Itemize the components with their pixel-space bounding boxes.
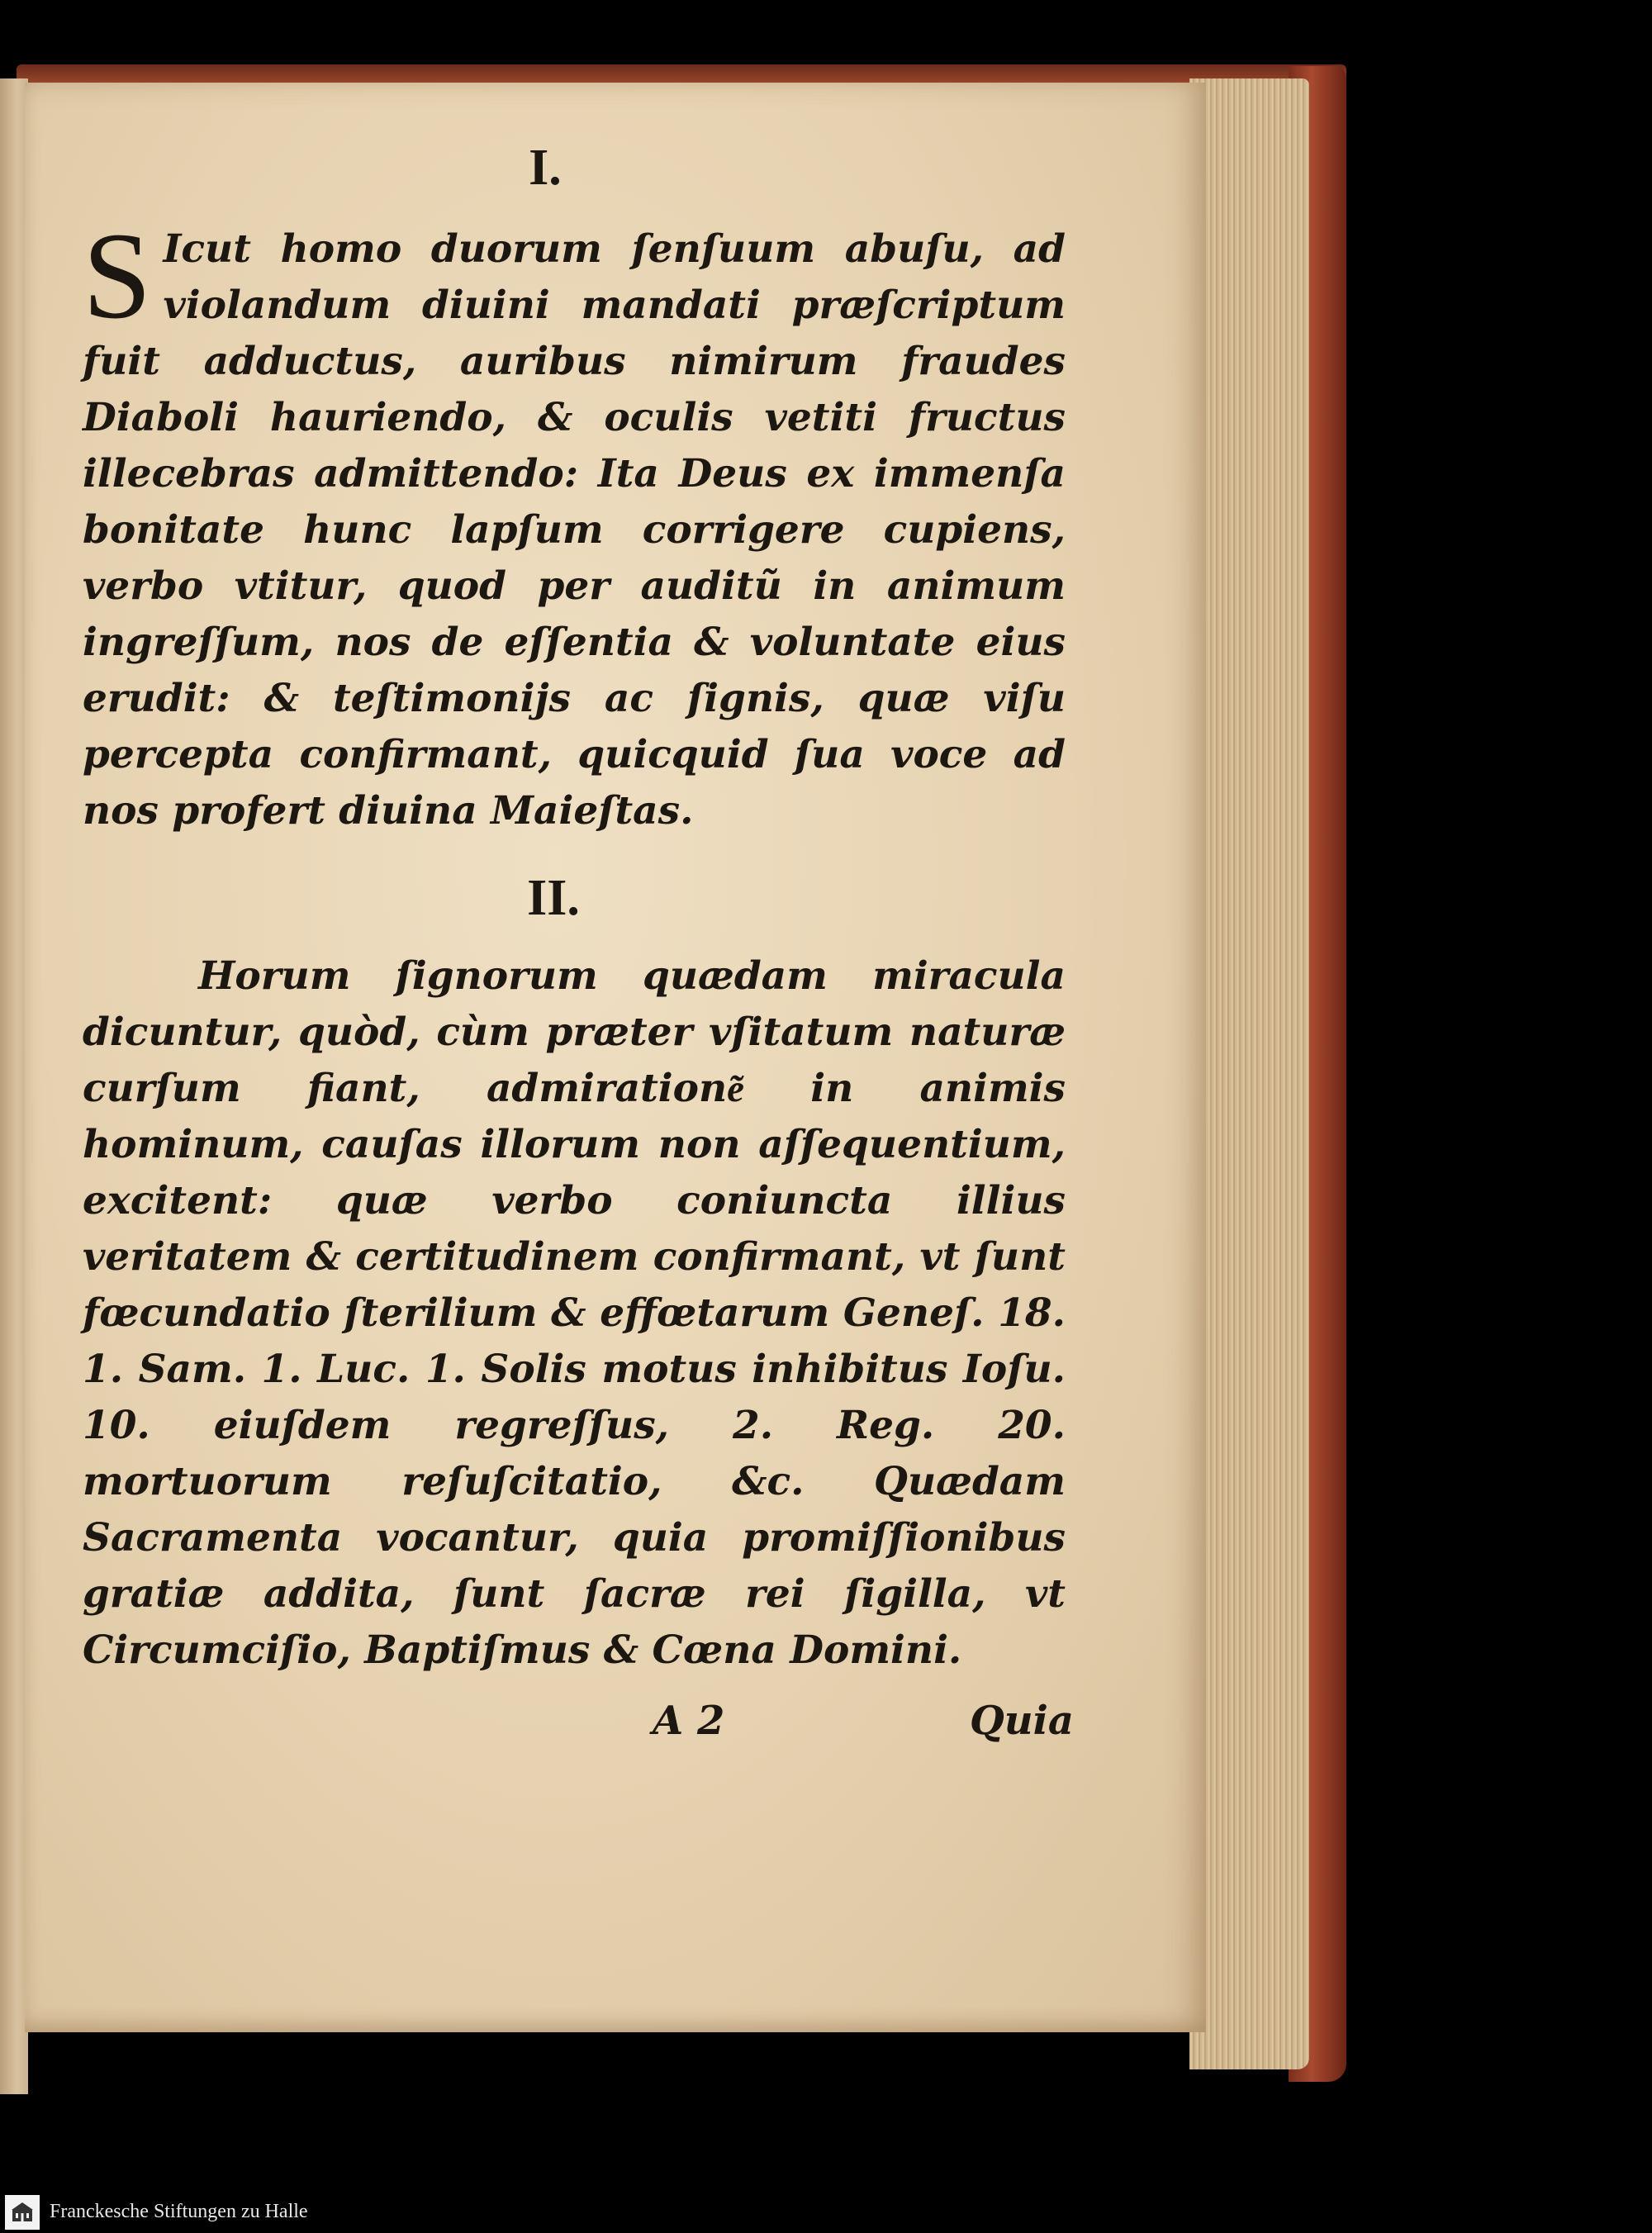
catchword: Quia — [969, 1698, 1074, 1744]
building-icon — [10, 2200, 35, 2225]
institution-name: Franckesche Stiftungen zu Halle — [50, 2201, 308, 2222]
signature-mark: A 2 — [653, 1698, 725, 1744]
franckesche-stiftungen-logo-icon — [5, 2195, 40, 2230]
page-edges — [1189, 78, 1309, 2069]
section-heading-2: II. — [527, 870, 580, 926]
previous-page-edge — [0, 78, 28, 2094]
paragraph-2: Horum ſignorum quædam miracula dicuntur, quòd, cùm præter vſitatum naturæ curſum fiant, admiratione͂ in animis hominum, cauſas illorum non aſſequentium, excitent: quæ verbo coniuncta illius veritatem & certitudinem confirmant, vt ſunt fœcundatio ſterilium & effœtarum Geneſ. 18. 1. Sam. 1. Luc. 1. Solis motus inhibitus Ioſu. 10. eiuſdem regreſſus, 2. Reg. 20. mortuorum reſuſcitatio, &c. Quædam Sacramenta vocantur, quia promiſſionibus gratiæ addita, ſunt ſacræ rei ſigilla, vt Circumciſio, Baptiſmus & Cœna Domini. — [83, 953, 1066, 1673]
section-heading-1: I. — [529, 140, 562, 196]
paragraph-1 — [83, 207, 1066, 839]
institution-bar — [0, 2191, 1652, 2233]
drop-cap: S — [83, 207, 152, 344]
paragraph-1-text: Icut homo duorum ſenſuum abuſu, ad violandum diuini mandati præſcriptum fuit adductus, auribus nimirum fraudes Diaboli hauriendo, & oculis vetiti fructus illecebras admittendo: Ita Deus ex immenſa bonitate hunc lapſum corrigere cupiens, verbo vtitur, quod per auditũ in animum ingreſſum, nos de eſſentia & voluntate eius erudit: & teſtimonijs ac ſignis, quæ viſu percepta confirmant, quicquid ſua voce ad nos profert diuina Maieſtas. — [83, 226, 1066, 834]
